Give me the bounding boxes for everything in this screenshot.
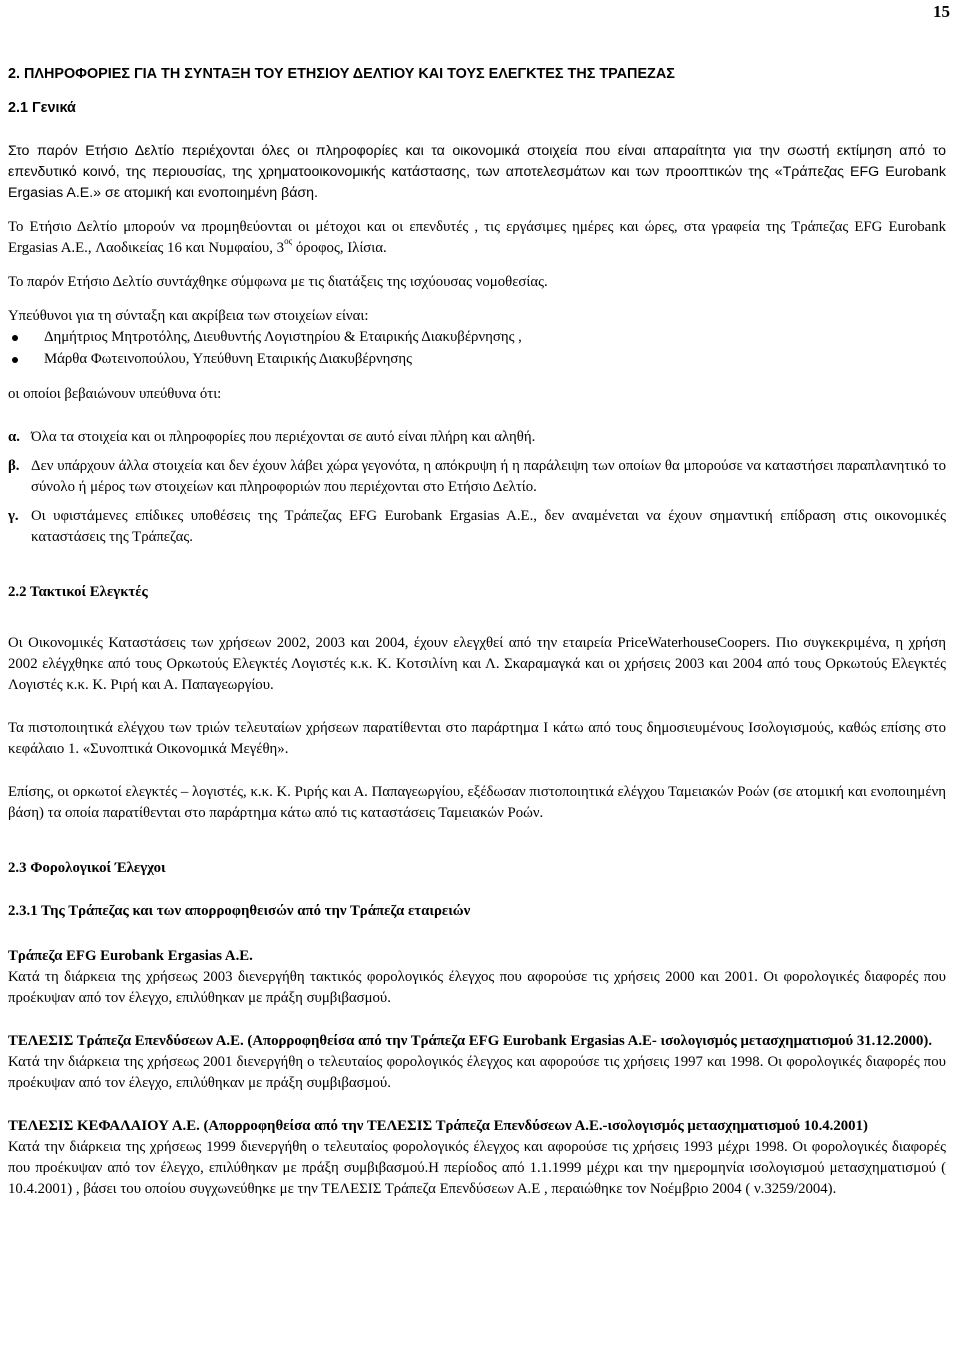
section-2-3-heading: 2.3 Φορολογικοί Έλεγχοι [8,860,166,876]
list-item [8,349,946,371]
statement-label: α. [8,429,20,445]
paragraph-2-text-end: όροφος, Ιλίσια. [292,240,387,256]
section-2-2-heading: 2.2 Τακτικοί Ελεγκτές [8,584,148,600]
section-2-1-paragraph-1: Στο παρόν Ετήσιο Δελτίο περιέχονται όλες οι πληροφορίες και τα οικονομικά στοιχεία που είναι απαραίτητα για την σωστή εκτίμηση από το επενδυτικό κοινό, της περιουσίας, της χρηματοοικονομικής κατάστασης, των αποτελεσμάτων και των προοπτικών της «Τράπεζας EFG Eurobank Ergasias A.E.» σε ατομική και ενοποιημένη βάση. [8,143,946,201]
section-2-2-paragraph-2: Τα πιστοποιητικά ελέγχου των τριών τελευταίων χρήσεων παρατίθενται στο παράρτημα Ι κάτω από τους δημοσιευμένους Ισολογισμούς, καθώς επίσης στο κεφάλαιο 1. «Συνοπτικά Οικονομικά Μεγέθη». [8,720,946,757]
statement-text: Όλα τα στοιχεία και οι πληροφορίες που περιέχονται σε αυτό είναι πλήρη και αληθή. [31,429,536,445]
statement-text: Δεν υπάρχουν άλλα στοιχεία και δεν έχουν λάβει χώρα γεγονότα, η απόκρυψη ή η παράλειψη των οποίων θα μπορούσε να καταστήσει παραπλανητικό το σύνολο ή μέρος των στοιχείων και πληροφοριών που περιέχονται στο Ετήσιο Δελτίο. [31,458,946,495]
responsible-person-1: Δημήτριος Μητροτόλης, Διευθυντής Λογιστηρίου & Εταιρικής Διακυβέρνησης , [44,329,522,345]
responsible-list [8,327,946,371]
entity-title-telesis-bank: ΤΕΛΕΣΙΣ Τράπεζα Επενδύσεων Α.Ε. (Απορροφηθείσα από την Τράπεζα EFG Eurobank Ergasias A.E- ισολογισμός μετασχηματισμού 31.12.2000). [8,1033,933,1049]
responsible-person-2: Μάρθα Φωτεινοπούλου, Υπεύθυνη Εταιρικής Διακυβέρνησης [44,351,412,367]
page-number: 15 [933,2,950,21]
entity-title-efg: Τράπεζα EFG Eurobank Ergasias A.E. [8,948,253,964]
section-2-3-1-heading: 2.3.1 Της Τράπεζας και των απορροφηθεισών από την Τράπεζα εταιρειών [8,903,471,919]
statement-label: β. [8,458,20,474]
bullet-icon [12,357,18,363]
statement-text: Οι υφιστάμενες επίδικες υποθέσεις της Τράπεζας EFG Eurobank Ergasias A.E., δεν αναμένεται να έχουν σημαντική επίδραση στις οικονομικές καταστάσεις της Τράπεζας. [31,508,946,545]
section-2-1-paragraph-3: Το παρόν Ετήσιο Δελτίο συντάχθηκε σύμφωνα με τις διατάξεις της ισχύουσας νομοθεσίας. [8,274,548,290]
floor-ordinal-superscript: ος [284,236,293,246]
section-2-1-paragraph-2 [8,217,946,259]
paragraph-2-text: Το Ετήσιο Δελτίο μπορούν να προμηθεύονται οι μέτοχοι και οι επενδυτές , τις εργάσιμες ημέρες και ώρες, στα γραφεία της Τράπεζας EFG Eurobank Ergasias A.E., Λαοδικείας 16 και Νυμφαίου, 3 [8,219,946,256]
statement-b [8,456,946,498]
section-2-1-heading: 2.1 Γενικά [8,100,76,116]
entity-text-efg: Κατά τη διάρκεια της χρήσεως 2003 διενεργήθη τακτικός φορολογικός έλεγχος που αφορούσε τις χρήσεις 2000 και 2001. Οι φορολογικές διαφορές που προέκυψαν από τον έλεγχο, επιλύθηκαν με πράξη συμβιβασμού. [8,969,946,1006]
responsible-intro: Υπεύθυνοι για τη σύνταξη και ακρίβεια των στοιχείων είναι: [8,308,369,324]
certify-intro: οι οποίοι βεβαιώνουν υπεύθυνα ότι: [8,386,222,402]
entity-title-telesis-capital: ΤΕΛΕΣΙΣ ΚΕΦΑΛΑΙΟΥ Α.Ε. (Απορροφηθείσα από την ΤΕΛΕΣΙΣ Τράπεζα Επενδύσεων Α.Ε.-ισολογισμός μετασχηματισμού 10.4.2001) [8,1118,868,1134]
entity-text-telesis-capital: Κατά την διάρκεια της χρήσεως 1999 διενεργήθη ο τελευταίος φορολογικός έλεγχος και αφορούσε τις χρήσεις 1993 μέχρι 1998. Οι φορολογικές διαφορές που προέκυψαν από τον έλεγχο, επιλύθηκαν με πράξη συμβιβασμού.Η περίοδος από 1.1.1999 μέχρι και την ημερομηνία ισολογισμού μετασχηματισμού ( 10.4.2001) , βάσει του οποίου συγχωνεύθηκε με την ΤΕΛΕΣΙΣ Τράπεζα Επενδύσεων Α.Ε , περαιώθηκε τον Νοέμβριο 2004 ( ν.3259/2004). [8,1139,946,1197]
list-item [8,327,946,349]
entity-text-telesis-bank: Κατά την διάρκεια της χρήσεως 2001 διενεργήθη ο τελευταίος φορολογικός έλεγχος και αφορούσε τις χρήσεις 1997 και 1998. Οι φορολογικές διαφορές που προέκυψαν από τον έλεγχο, επιλύθηκαν με πράξη συμβιβασμού. [8,1054,946,1091]
bullet-icon [12,335,18,341]
statement-label: γ. [8,508,19,524]
section-2-heading: 2. ΠΛΗΡΟΦΟΡΙΕΣ ΓΙΑ ΤΗ ΣΥΝΤΑΞΗ ΤΟΥ ΕΤΗΣΙΟΥ ΔΕΛΤΙΟΥ ΚΑΙ ΤΟΥΣ ΕΛΕΓΚΤΕΣ ΤΗΣ ΤΡΑΠΕΖΑΣ [8,66,675,82]
statement-c [8,506,946,548]
statement-a [8,427,946,448]
section-2-2-paragraph-3: Επίσης, οι ορκωτοί ελεγκτές – λογιστές, κ.κ. Κ. Ριρής και Α. Παπαγεωργίου, εξέδωσαν πιστοποιητικά ελέγχου Ταμειακών Ροών (σε ατομική και ενοποιημένη βάση) τα οποία παρατίθενται στο παράρτημα κάτω από τις καταστάσεις Ταμειακών Ροών. [8,784,946,821]
document-body [8,64,946,1200]
section-2-2-paragraph-1: Οι Οικονομικές Καταστάσεις των χρήσεων 2002, 2003 και 2004, έχουν ελεγχθεί από την εταιρεία PriceWaterhouseCoopers. Πιο συγκεκριμένα, η χρήση 2002 ελέγχθηκε από τους Ορκωτούς Ελεγκτές Λογιστές κ.κ. Κ. Κοτσιλίνη και Λ. Σκαραμαγκά και οι χρήσεις 2003 και 2004 από τους Ορκωτούς Ελεγκτές Λογιστές κ.κ. Κ. Ριρή και Α. Παπαγεωργίου. [8,635,946,693]
